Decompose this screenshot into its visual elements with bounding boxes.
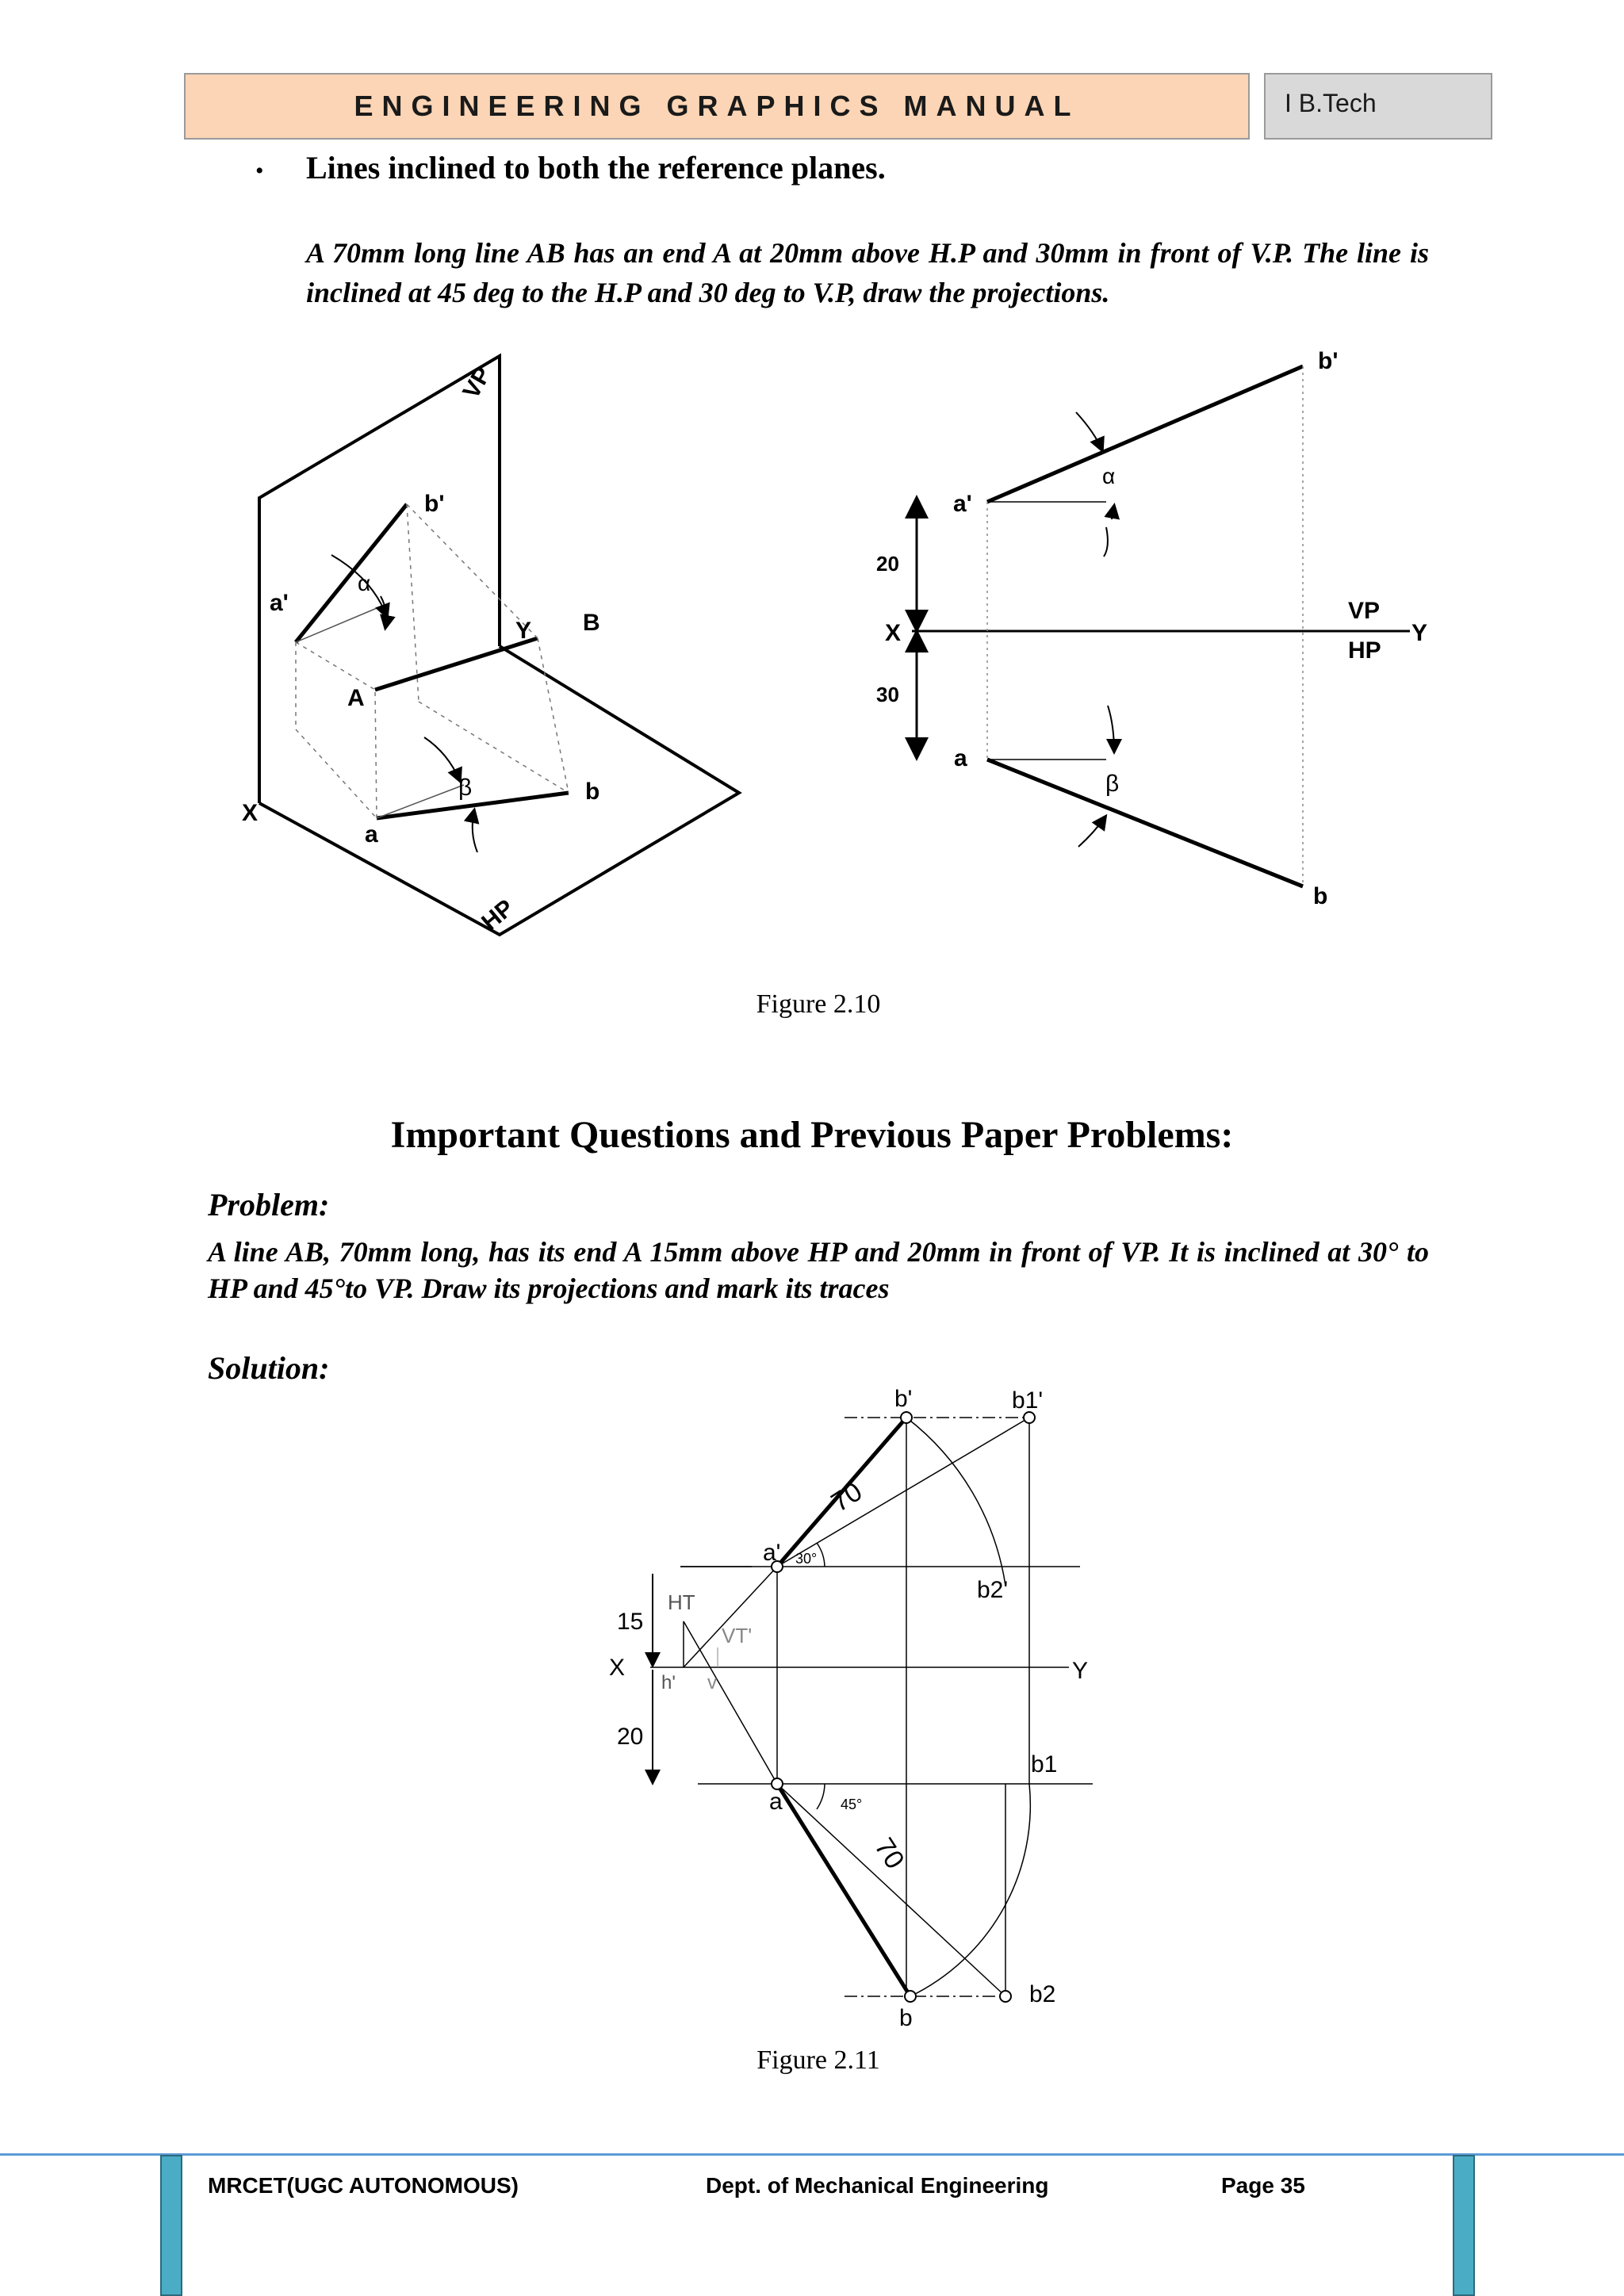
line-a-b-true	[777, 1784, 910, 1996]
label-a: a	[365, 821, 378, 848]
footer-divider	[0, 2153, 1624, 2156]
label-y-2: Y	[1072, 1658, 1089, 1684]
section-heading-text: Lines inclined to both the reference planes.	[306, 150, 886, 186]
label-hp: HP	[477, 894, 519, 936]
questions-title: Important Questions and Previous Paper Problems:	[390, 1114, 1234, 1156]
ortho-label-b-dash: b'	[1318, 348, 1339, 374]
ortho-label-alpha: α	[1102, 464, 1116, 488]
label-a-dash-2: a'	[763, 1540, 781, 1566]
problem-label: Problem:	[208, 1187, 330, 1223]
label-beta: β	[458, 775, 473, 801]
label-angle-30: 30°	[795, 1551, 818, 1567]
label-b1: b1	[1031, 1751, 1058, 1777]
manual-title: ENGINEERING GRAPHICS MANUAL	[354, 90, 1080, 122]
label-b1-dash: b1'	[1012, 1387, 1044, 1414]
label-h-dash: h'	[661, 1672, 676, 1693]
footer-left-bar	[160, 2155, 182, 2296]
label-vp: VP	[458, 362, 497, 404]
footer-page-number: Page 35	[1221, 2173, 1305, 2198]
ortho-label-hp: HP	[1348, 637, 1381, 664]
ortho-label-y: Y	[1411, 620, 1428, 646]
solution-drawing	[650, 1412, 1093, 2002]
label-x: X	[242, 800, 259, 826]
footer-right-bar	[1453, 2155, 1475, 2296]
label-alpha: α	[358, 571, 371, 595]
label-b2-dash: b2'	[977, 1577, 1009, 1603]
ortho-label-a-dash: a'	[953, 491, 972, 517]
label-b: b	[585, 779, 600, 805]
label-b-dash: b'	[424, 491, 445, 517]
figure-2-10-caption: Figure 2.10	[756, 989, 881, 1019]
ortho-label-vp: VP	[1348, 598, 1381, 624]
course-badge: I B.Tech	[1264, 73, 1492, 140]
label-x-2: X	[609, 1655, 626, 1681]
label-v: v	[707, 1672, 717, 1693]
ortho-label-a: a	[954, 745, 967, 771]
ortho-label-b: b	[1313, 883, 1328, 909]
label-a-2: a	[769, 1789, 783, 1815]
label-angle-45: 45°	[841, 1797, 863, 1812]
label-B: B	[583, 610, 600, 636]
label-vt: VT'	[722, 1624, 753, 1647]
label-A: A	[347, 685, 365, 711]
label-ht: HT	[668, 1590, 695, 1614]
footer-institution: MRCET(UGC AUTONOMOUS)	[208, 2173, 519, 2198]
label-20: 20	[617, 1724, 644, 1750]
solution-label: Solution:	[208, 1350, 330, 1386]
ortho-label-beta: β	[1105, 771, 1120, 797]
label-15: 15	[617, 1609, 644, 1635]
label-b2: b2	[1029, 1981, 1056, 2007]
bullet-icon: •	[255, 158, 264, 184]
ortho-dim-30: 30	[876, 683, 899, 706]
label-a-dash: a'	[270, 590, 289, 616]
footer-department: Dept. of Mechanical Engineering	[706, 2173, 1049, 2198]
label-len-bottom: 70	[868, 1832, 910, 1875]
label-b-2: b	[899, 2005, 913, 2031]
label-len-top: 70	[825, 1476, 868, 1518]
label-b-dash-2: b'	[894, 1386, 913, 1412]
figure-2-11-caption: Figure 2.11	[756, 2045, 880, 2075]
ortho-label-x: X	[885, 620, 902, 646]
problem-statement-1: A 70mm long line AB has an end A at 20mm above H.P and 30mm in front of V.P. The line is inclined at 45 deg to the H.P and 30 deg to V.P, draw the projections.	[306, 237, 1429, 308]
ortho-dim-20: 20	[876, 552, 899, 576]
solution-labels	[609, 1386, 1088, 2031]
problem-statement-2: A line AB, 70mm long, has its end A 15mm above HP and 20mm in front of VP. It is inclined at 30° to HP and 45°to VP. Draw its projections and mark its traces	[208, 1236, 1429, 1304]
label-y: Y	[515, 618, 532, 644]
